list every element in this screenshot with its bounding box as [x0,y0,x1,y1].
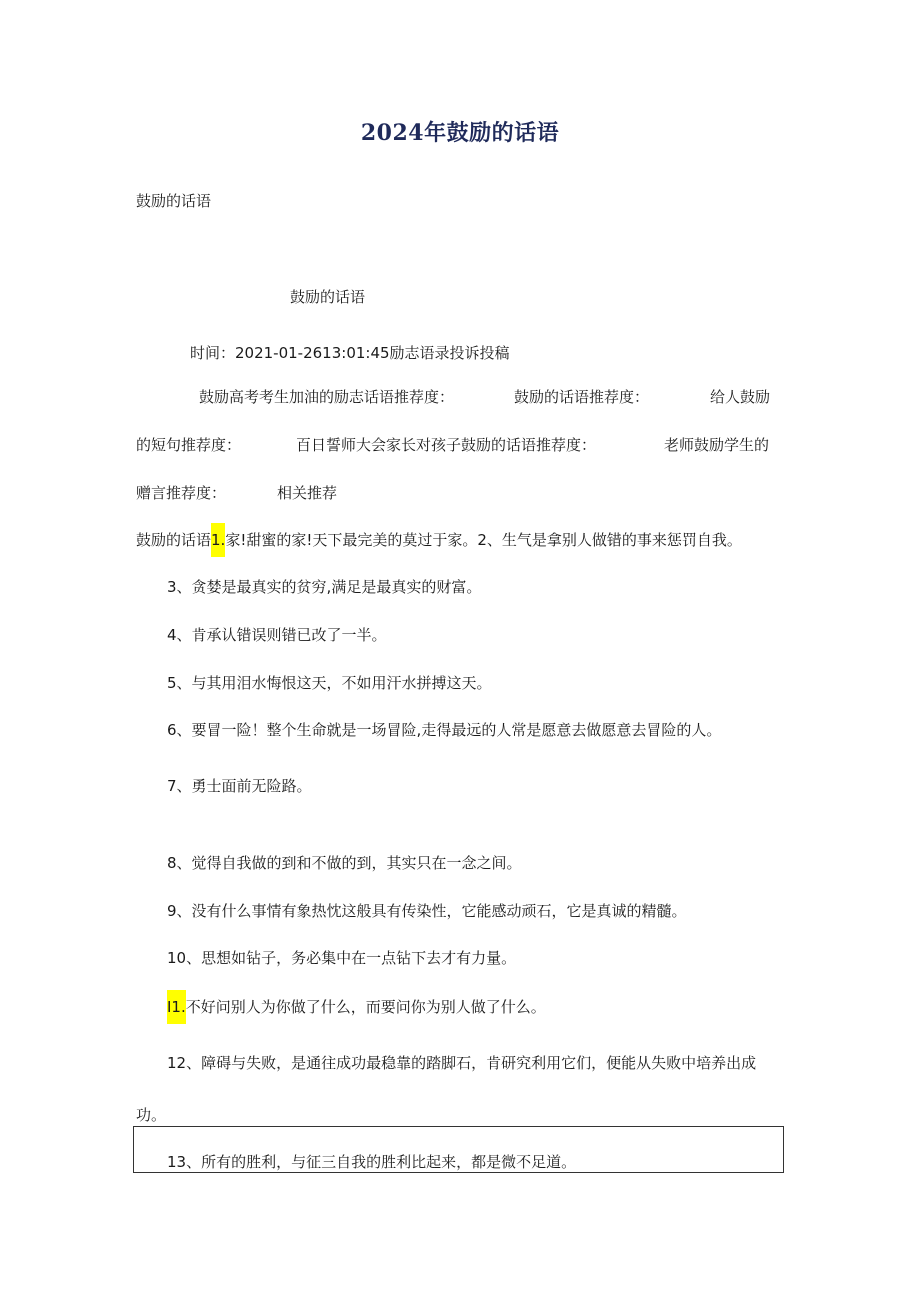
recommend-item-1: 鼓励高考考生加油的励志话语推荐度： [199,388,455,406]
quote-6: 6、要冒一险！整个生命就是一场冒险,走得最远的人常是愿意去做愿意去冒险的人。 [167,721,722,739]
quote-1 [136,529,742,551]
quote-1-text: 家!甜蜜的家!天下最完美的莫过于家。2、生气是拿别人做错的事来惩罚自我。 [225,531,742,549]
quote-11-text: 不好问别人为你做了什么，而要问你为别人做了什么。 [185,998,546,1016]
recommend-item-4: 百日誓师大会家长对孩子鼓励的话语推荐度： [296,436,597,454]
recommend-item-3-part2: 的短句推荐度： [136,436,242,454]
quote-1-prefix: 鼓励的话语 [136,531,212,549]
related-recommend: 相关推荐 [277,484,338,502]
recommend-item-5-part1: 老师鼓励学生的 [664,436,770,454]
quote-1-number-highlight: 1. [211,523,225,557]
quote-11-number-highlight: I1. [167,990,186,1024]
quote-12-part2: 功。 [136,1106,167,1124]
quote-3: 3、贪婪是最真实的贫穷,满足是最真实的财富。 [167,578,482,596]
quote-13: 13、所有的胜利，与征三自我的胜利比起来，都是微不足道。 [167,1153,577,1171]
meta-line: 时间：2021-01-2613:01:45励志语录投诉投稿 [190,344,510,362]
quote-5: 5、与其用泪水悔恨这天，不如用汗水拼搏这天。 [167,674,492,692]
quote-10: 10、思想如钻子，务必集中在一点钻下去才有力量。 [167,949,517,967]
quote-12-part1: 12、障碍与失败，是通往成功最稳靠的踏脚石，肯研究利用它们，便能从失败中培养出成 [167,1054,757,1072]
quote-9: 9、没有什么事情有象热忱这般具有传染性，它能感动顽石，它是真诚的精髓。 [167,902,687,920]
document-title: 2024年鼓励的话语 [360,120,560,146]
heading: 鼓励的话语 [136,192,212,210]
quote-8: 8、觉得自我做的到和不做的到，其实只在一念之间。 [167,854,522,872]
quote-4: 4、肯承认错误则错已改了一半。 [167,626,387,644]
quote-11 [167,996,546,1018]
recommend-item-5-part2: 赠言推荐度： [136,484,227,502]
subheading: 鼓励的话语 [290,288,366,306]
recommend-item-3-part1: 给人鼓励 [710,388,771,406]
quote-7: 7、勇士面前无险路。 [167,777,312,795]
recommend-item-2: 鼓励的话语推荐度： [514,388,650,406]
